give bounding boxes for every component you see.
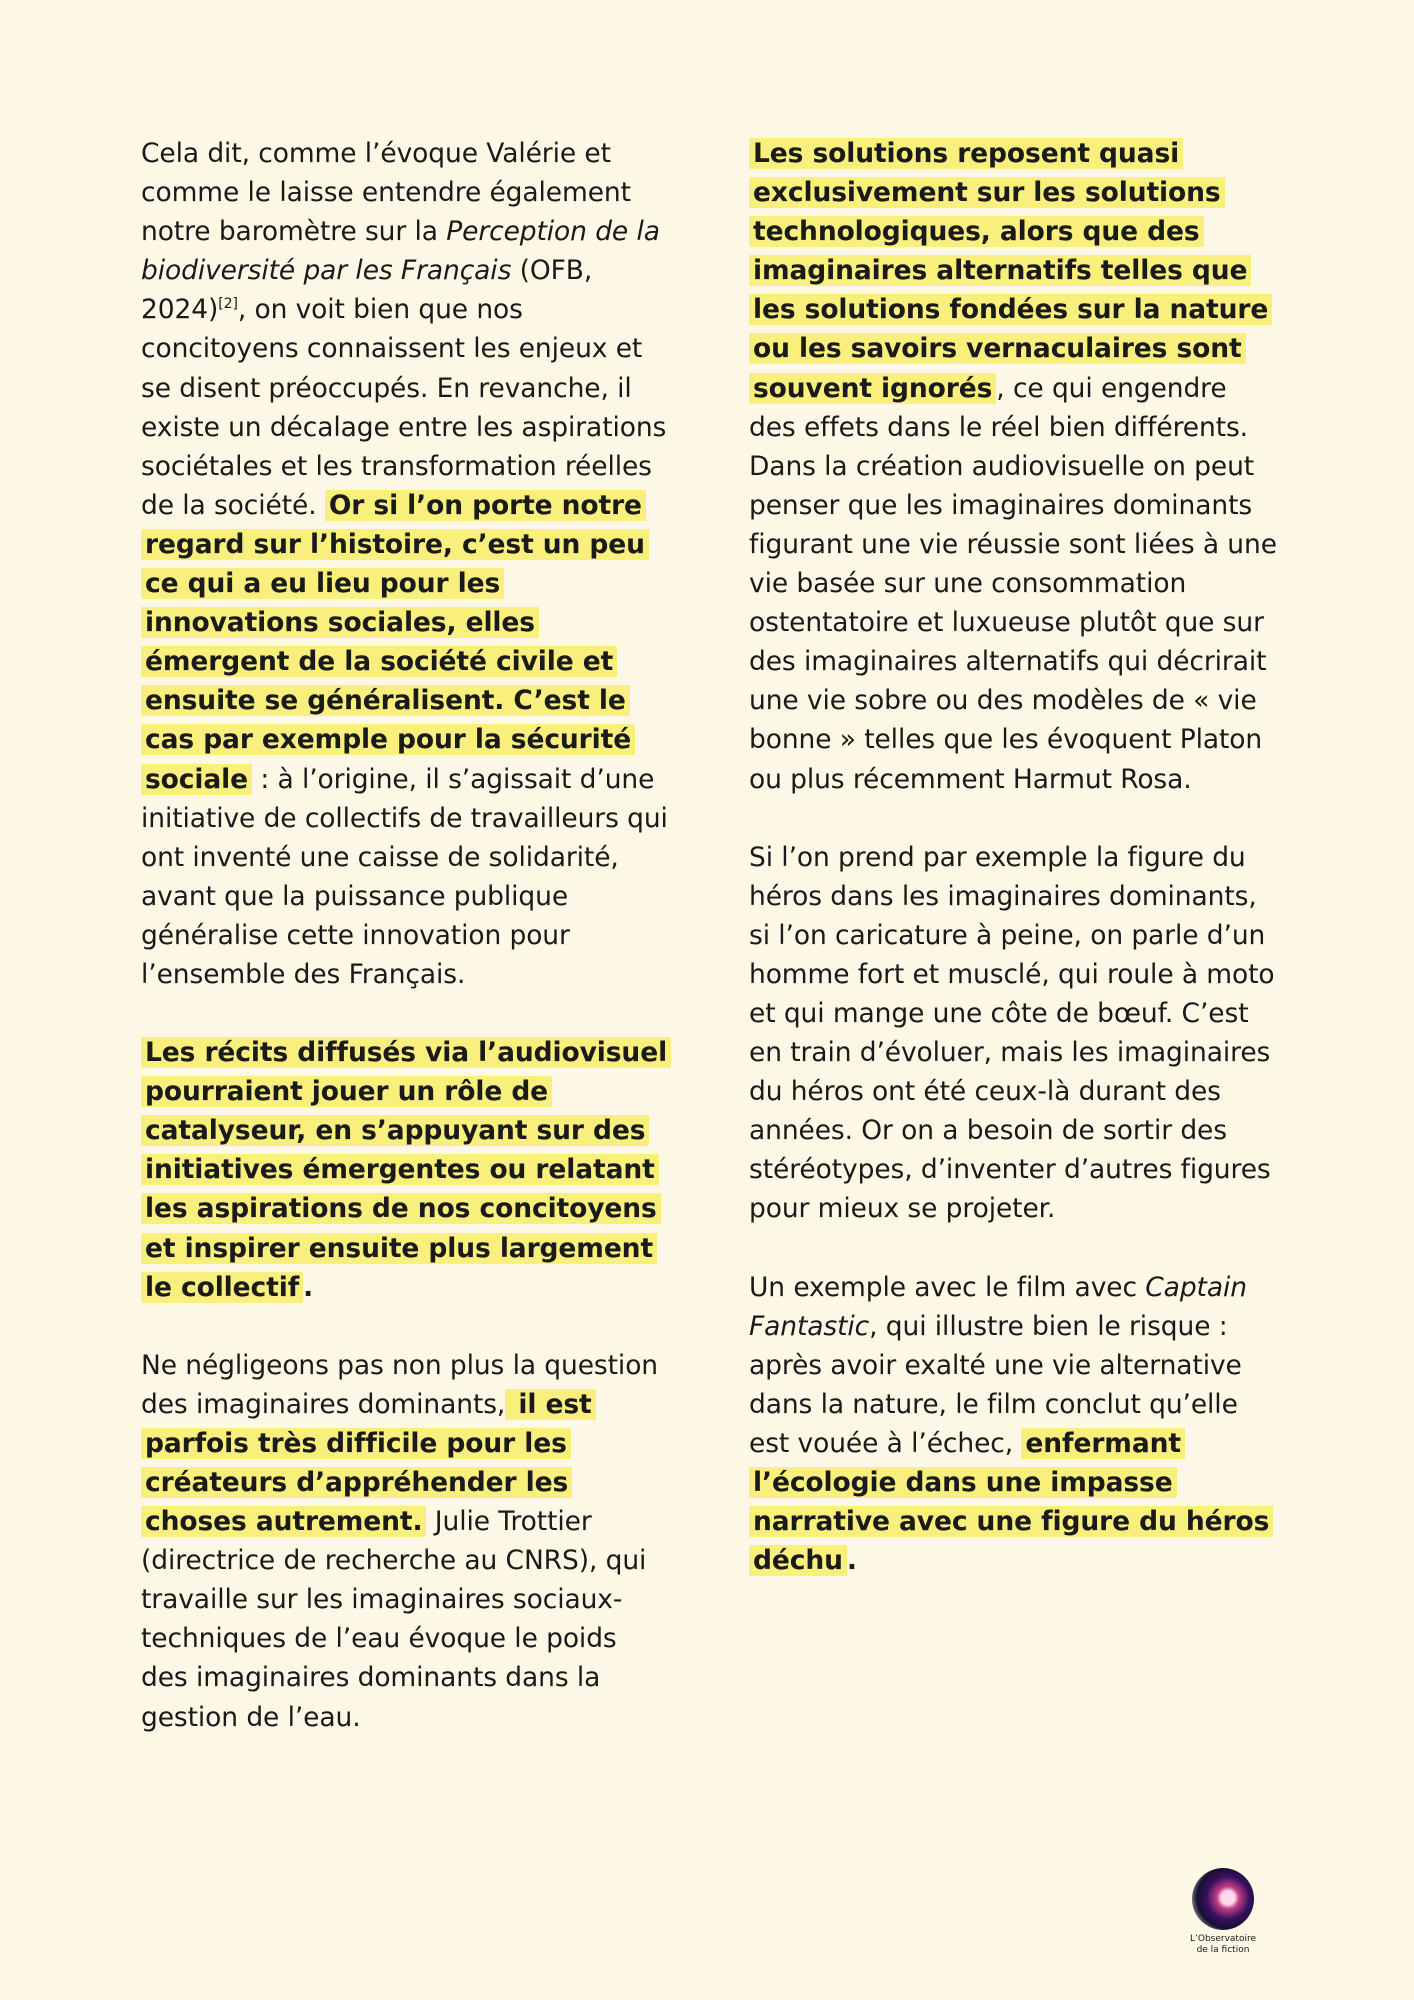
body-text: Cela dit, comme l’évoque Valérie et comme le laisse entendre également notre baromètre sur la [141,138,631,248]
body-text: Un exemple avec le film avec [749,1271,1146,1303]
highlighted-text: enfermant l’écologie dans une impasse narrative avec une figure du héros déchu [749,1428,1273,1576]
body-text: . [846,1545,857,1577]
logo-line-2: de la fiction [1196,1945,1250,1955]
italic-title: Perception de la biodiversité par les Français [141,216,660,287]
body-text: Si l’on prend par exemple la figure du héros dans les imaginaires dominants, si l’on caricature à peine, on parle d’un homme fort et musclé, qui roule à moto et qui mange une côte de bœuf. C’est en train d’évoluer, mais les imaginaires du héros ont été ceux-là durant des années. Or on a besoin de sortir des stéréotypes, d’inventer d’autres figures pour mieux se projeter. [749,841,1275,1225]
observatoire-logo [1178,1868,1268,1956]
paragraph [749,838,1279,1229]
body-text: Ne négligeons pas non plus la question des imaginaires dominants, [141,1349,659,1420]
highlighted-text: Les récits diffusés via l’audiovisuel pourraient jouer un rôle de catalyseur, en s’appuyant sur des initiatives émergentes ou relatant les aspirations de nos concitoyens et inspirer ensuite plus largement le collectif [141,1037,671,1303]
body-text: Julie Trottier (directrice de recherche au CNRS), qui travaille sur les imaginaires sociaux-techniques de l’eau évoque le poids des imaginaires dominants dans la gestion de l’eau. [141,1506,647,1733]
highlighted-text: il est parfois très difficile pour les créateurs d’appréhender les choses autrement. [141,1389,596,1537]
body-text: (OFB, 2024) [141,255,593,326]
body-text: . [303,1271,314,1303]
left-column [141,134,671,1776]
paragraph [141,1346,671,1737]
footnote-ref[interactable]: [2] [218,296,238,313]
logo-line-1: L’Observatoire [1189,1934,1256,1944]
italic-title: Captain Fantastic [749,1271,1247,1342]
body-text: , ce qui engendre des effets dans le réel bien différents. Dans la création audiovisuelle on peut penser que les imaginaires dominants figurant une vie réussie sont liées à une vie basée sur une consommation ostentatoire et luxueuse plutôt que sur des imaginaires alternatifs qui décrirait une vie sobre ou des modèles de « vie bonne » telles que les évoquent Platon ou plus récemment Harmut Rosa. [749,372,1277,795]
highlighted-text: Les solutions reposent quasi exclusivement sur les solutions technologiques, alors que des imaginaires alternatifs telles que les solutions fondées sur la nature ou les savoirs vernaculaires sont souvent ignorés [749,138,1272,404]
highlighted-text: Or si l’on porte notre regard sur l’histoire, c’est un peu ce qui a eu lieu pour les innovations sociales, elles émergent de la société civile et ensuite se généralisent. C’est le cas par exemple pour la sécurité sociale [141,490,649,795]
paragraph [141,1033,671,1307]
paragraph [749,1268,1279,1581]
body-text: , on voit bien que nos concitoyens connaissent les enjeux et se disent préoccupés. En revanche, il existe un décalage entre les aspirations sociétales et les transformation réelles de la société. [141,294,667,521]
eclipse-logo-icon [1192,1868,1254,1930]
right-column [749,134,1279,1619]
logo-wordmark [1178,1934,1268,1956]
paragraph [141,134,671,994]
paragraph [749,134,1279,799]
body-text: , qui illustre bien le risque : après avoir exalté une vie alternative dans la nature, le film conclut qu’elle est vouée à l’échec, [749,1310,1242,1459]
body-text: : à l’origine, il s’agissait d’une initiative de collectifs de travailleurs qui ont inventé une caisse de solidarité, avant que la puissance publique généralise cette innovation pour l’ensemble des Français. [141,763,668,990]
